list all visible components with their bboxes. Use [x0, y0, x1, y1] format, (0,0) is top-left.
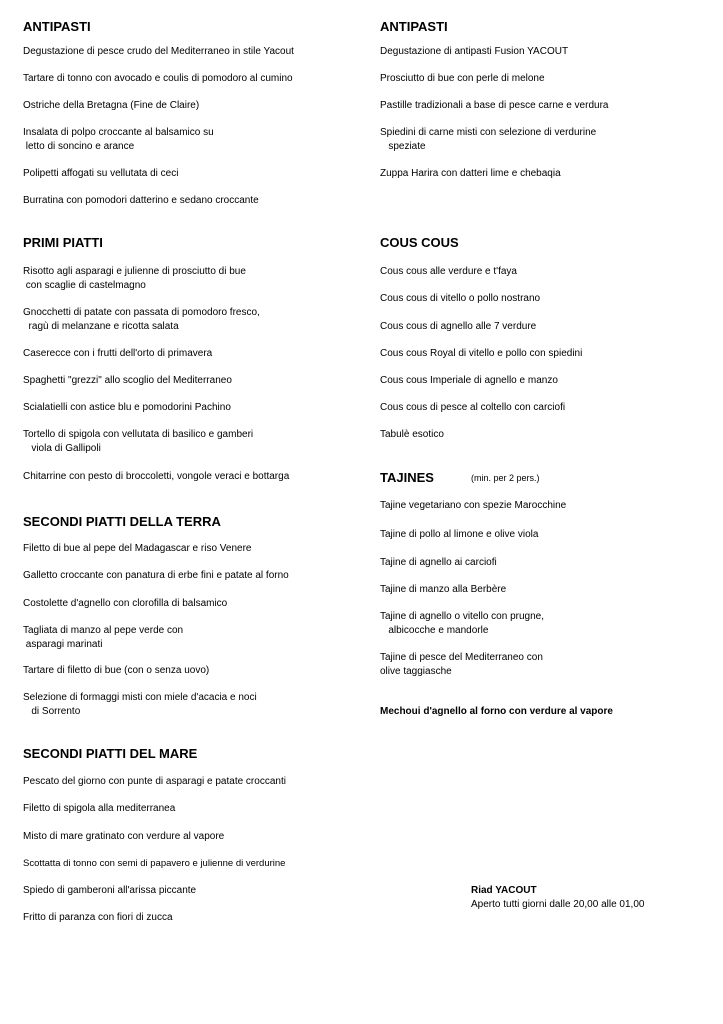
menu-item: Costolette d'agnello con clorofilla di balsamico [23, 598, 228, 609]
menu-item: Galletto croccante con panatura di erbe fini e patate al forno [23, 570, 289, 581]
menu-item: Cous cous alle verdure e t'faya [380, 266, 517, 277]
menu-item: Degustazione di pesce crudo del Mediterraneo in stile Yacout [23, 46, 294, 57]
menu-item: Polipetti affogati su vellutata di ceci [23, 168, 179, 179]
menu-item: Insalata di polpo croccante al balsamico su letto di soncino e arance [23, 127, 214, 152]
opening-hours: Aperto tutti giorni dalle 20,00 alle 01,00 [471, 899, 645, 910]
menu-item: Burratina con pomodori datterino e sedano croccante [23, 195, 259, 206]
menu-item: Cous cous di pesce al coltello con carciofi [380, 402, 566, 413]
menu-item: Pescato del giorno con punte di asparagi e patate croccanti [23, 776, 286, 787]
section-title-antipasti: ANTIPASTI [23, 19, 91, 34]
menu-item: Misto di mare gratinato con verdure al vapore [23, 831, 225, 842]
section-title-mare: SECONDI PIATTI DEL MARE [23, 746, 198, 761]
menu-item: Zuppa Harira con datteri lime e chebaqia [380, 168, 561, 179]
menu-item: Tabulè esotico [380, 429, 444, 440]
menu-item: Filetto di spigola alla mediterranea [23, 803, 176, 814]
menu-item: Degustazione di antipasti Fusion YACOUT [380, 46, 569, 57]
menu-item: Scialatielli con astice blu e pomodorini Pachino [23, 402, 231, 413]
menu-item: Tajine di pesce del Mediterraneo con olive taggiasche [380, 652, 543, 677]
menu-item: Tajine di manzo alla Berbère [380, 584, 507, 595]
menu-item: Tortello di spigola con vellutata di basilico e gamberi viola di Gallipoli [23, 429, 254, 454]
menu-item: Spiedini di carne misti con selezione di verdurine speziate [380, 127, 597, 152]
menu-item: Cous cous di vitello o pollo nostrano [380, 293, 541, 304]
menu-item-special: Mechoui d'agnello al forno con verdure al vapore [380, 706, 613, 717]
menu-item: Scottatta di tonno con semi di papavero e julienne di verdurine [23, 858, 286, 869]
menu-item: Pastille tradizionali a base di pesce carne e verdura [380, 100, 609, 111]
menu-item: Tartare di filetto di bue (con o senza uovo) [23, 665, 210, 676]
menu-item: Tartare di tonno con avocado e coulis di pomodoro al cumino [23, 73, 293, 84]
section-title-primi: PRIMI PIATTI [23, 235, 103, 250]
section-title-terra: SECONDI PIATTI DELLA TERRA [23, 514, 221, 529]
menu-item: Spaghetti "grezzi" allo scoglio del Mediterraneo [23, 375, 232, 386]
menu-item: Caserecce con i frutti dell'orto di primavera [23, 348, 213, 359]
section-title-couscous: COUS COUS [380, 235, 459, 250]
tajines-min-note: (min. per 2 pers.) [471, 473, 540, 483]
menu-item: Tajine vegetariano con spezie Marocchine [380, 500, 567, 511]
menu-item: Tajine di agnello ai carciofi [380, 557, 497, 568]
menu-item: Chitarrine con pesto di broccoletti, vongole veraci e bottarga [23, 471, 290, 482]
menu-item: Prosciutto di bue con perle di melone [380, 73, 545, 84]
menu-item: Tagliata di manzo al pepe verde con asparagi marinati [23, 625, 184, 650]
menu-item: Cous cous Royal di vitello e pollo con spiedini [380, 348, 583, 359]
menu-item: Spiedo di gamberoni all'arissa piccante [23, 885, 197, 896]
menu-item: Fritto di paranza con fiori di zucca [23, 912, 173, 923]
menu-item: Ostriche della Bretagna (Fine de Claire) [23, 100, 200, 111]
restaurant-name: Riad YACOUT [471, 885, 537, 896]
menu-item: Cous cous di agnello alle 7 verdure [380, 321, 537, 332]
menu-item: Tajine di agnello o vitello con prugne, albicocche e mandorle [380, 611, 544, 636]
menu-item: Tajine di pollo al limone e olive viola [380, 529, 539, 540]
section-title-tajines: TAJINES [380, 470, 434, 485]
menu-item: Filetto di bue al pepe del Madagascar e riso Venere [23, 543, 252, 554]
menu-item: Gnocchetti di patate con passata di pomodoro fresco, ragù di melanzane e ricotta salata [23, 307, 260, 332]
menu-item: Cous cous Imperiale di agnello e manzo [380, 375, 558, 386]
section-title-antipasti-fusion: ANTIPASTI [380, 19, 448, 34]
menu-item: Risotto agli asparagi e julienne di prosciutto di bue con scaglie di castelmagno [23, 266, 246, 291]
menu-item: Selezione di formaggi misti con miele d'acacia e noci di Sorrento [23, 692, 257, 717]
